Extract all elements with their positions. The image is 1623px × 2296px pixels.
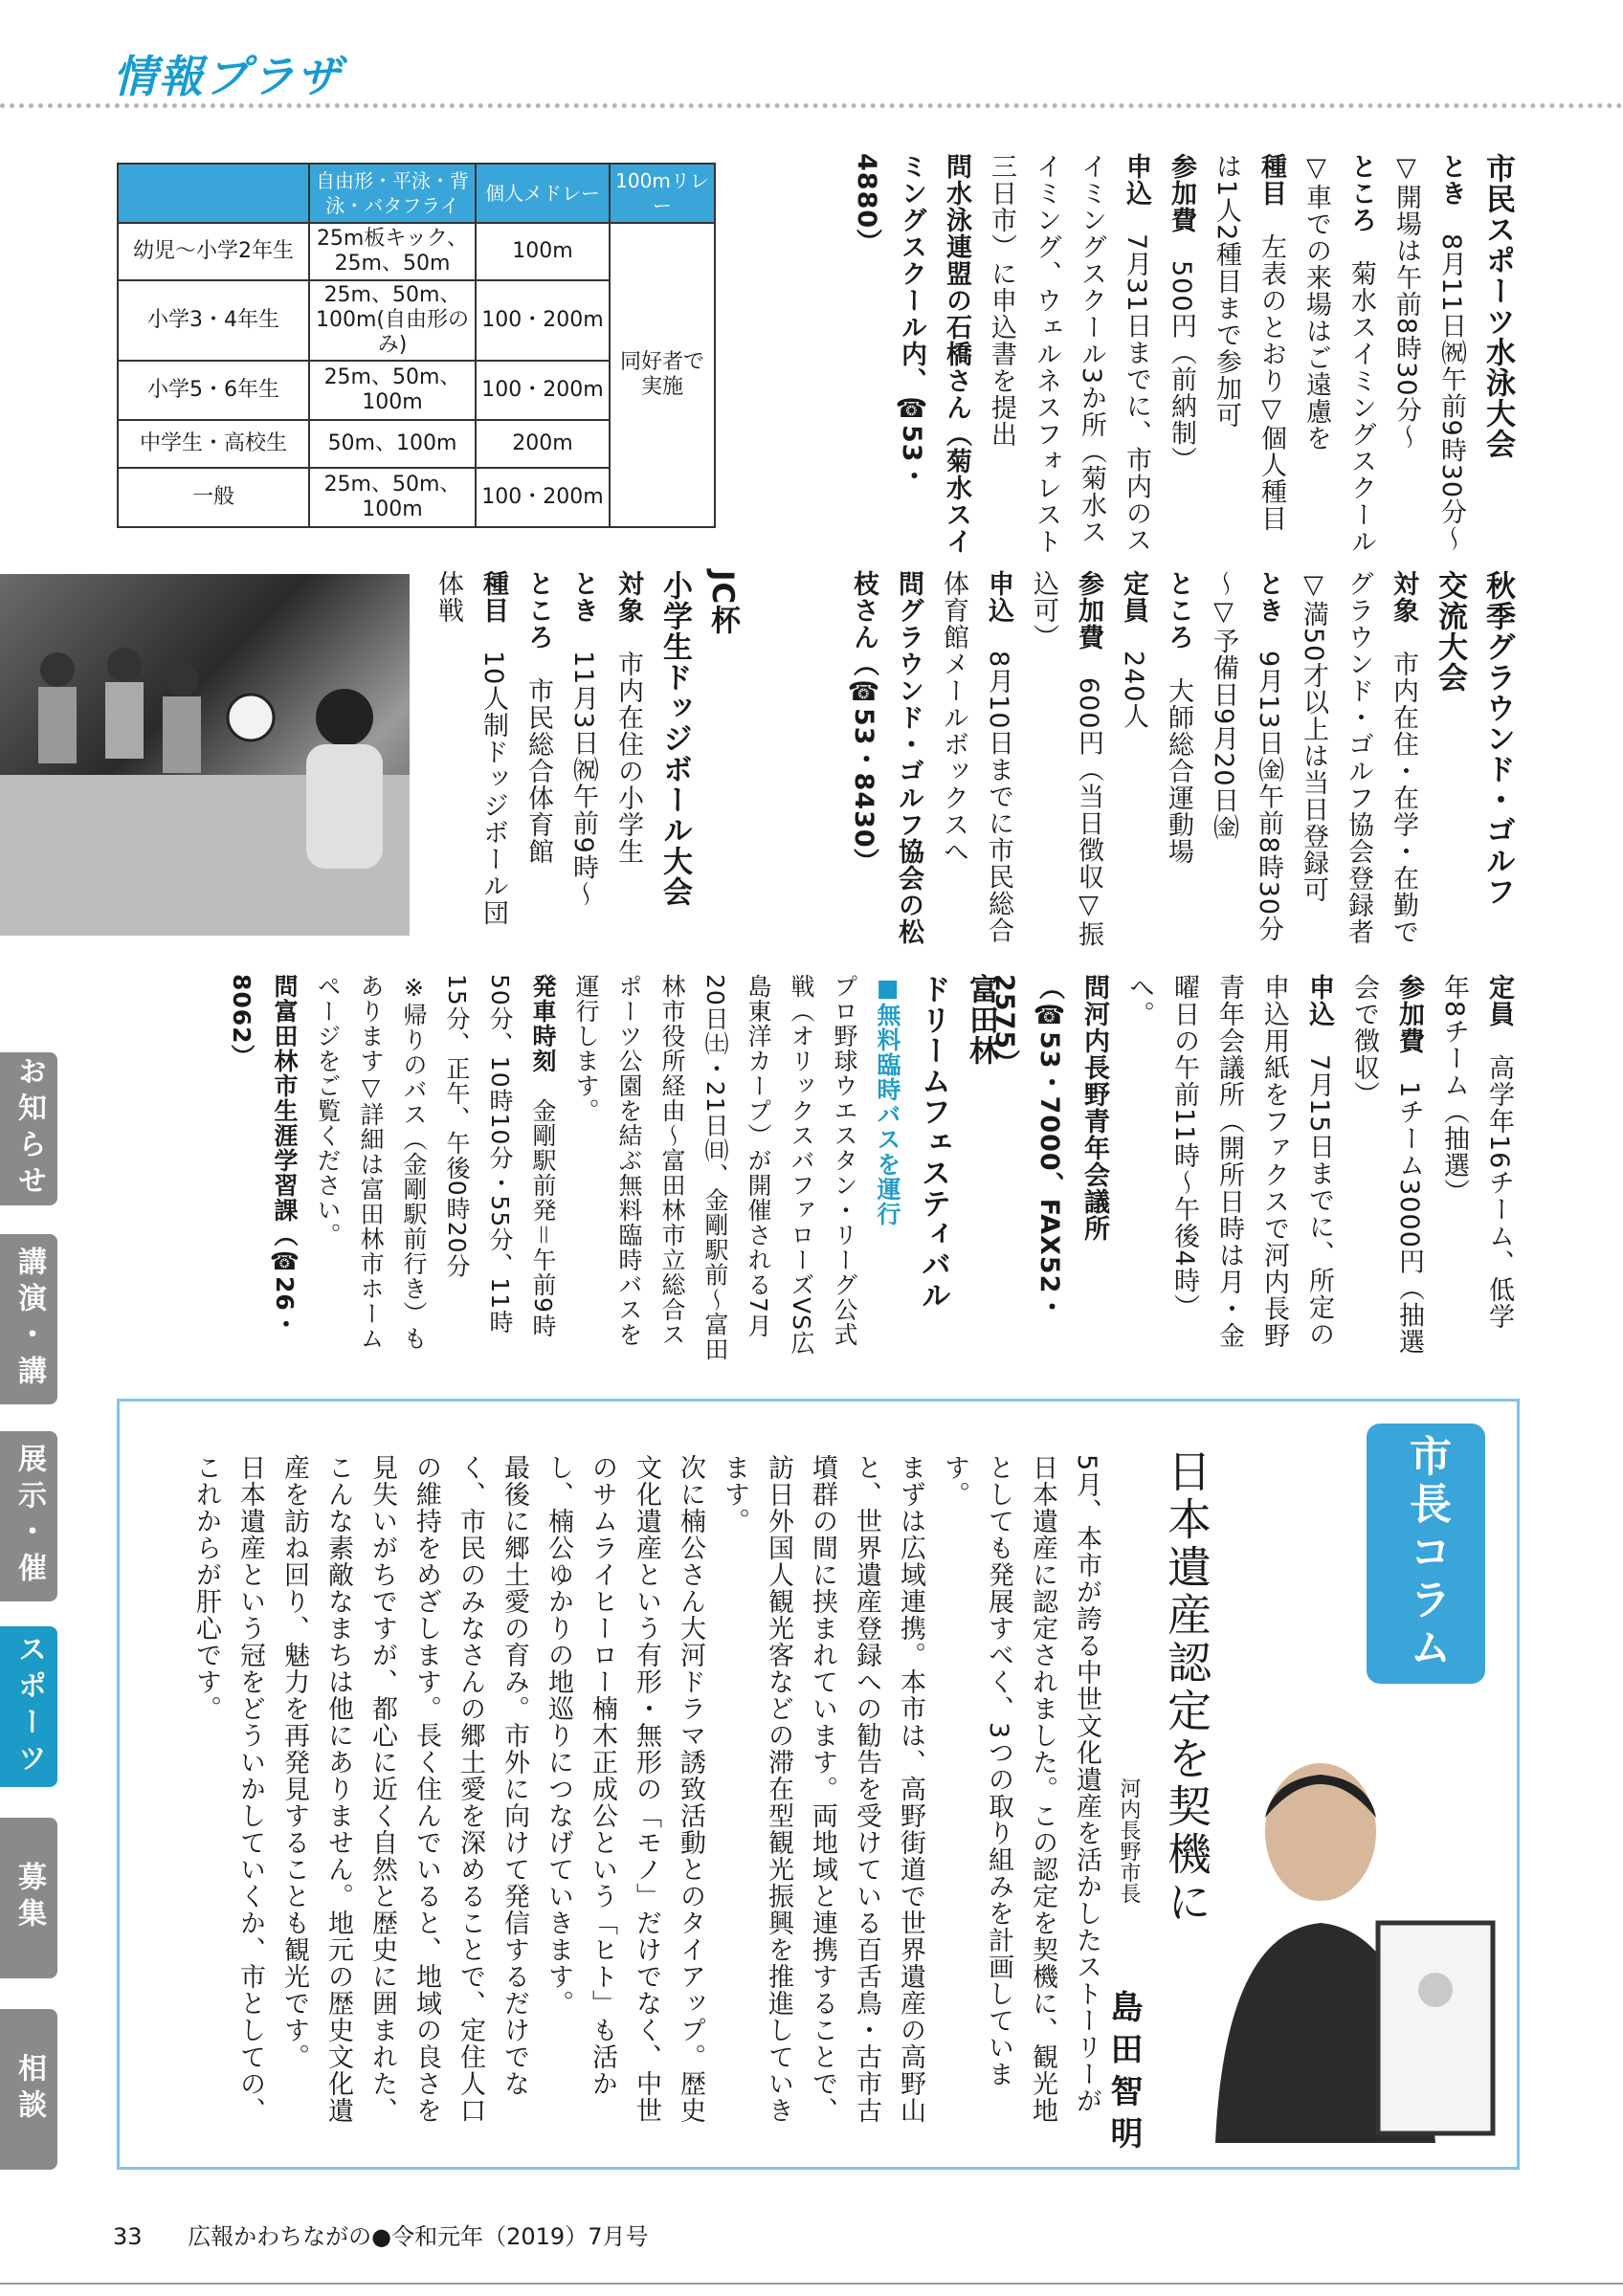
label: ところ <box>1346 153 1376 233</box>
article-title: JC杯 <box>705 570 740 636</box>
table-cell: 25m、50m、100m <box>309 361 476 420</box>
table-cell: 同好者で実施 <box>610 223 715 527</box>
contact-text: 問グラウンド・ゴルフ協会の松枝さん（☎53・8430） <box>849 570 923 945</box>
table-cell: 100m <box>476 223 610 280</box>
body-text: 500円（前納制） <box>1167 260 1196 474</box>
article-title: 市民スポーツ水泳大会 <box>1480 153 1515 459</box>
table-cell: 50m、100m <box>309 420 476 468</box>
column-body <box>142 1454 1108 2124</box>
label: とき <box>568 570 598 624</box>
tab-recruitment[interactable]: 募集 <box>0 1818 57 1978</box>
header-divider <box>0 103 1623 108</box>
photo-illustration <box>0 574 410 936</box>
table-cell: 100・200m <box>476 280 610 361</box>
body-text: 大師総合運動場 <box>1164 677 1193 865</box>
body-text: 7月15日までに、所定の申込用紙をファクスで河内長野青年会議所（開所日時は月・金曜日の午前11時～午後4時）へ。 <box>1124 974 1334 1349</box>
tab-news[interactable]: お知らせ <box>0 1052 57 1205</box>
footer <box>113 2218 648 2251</box>
label: 種目 <box>478 570 508 624</box>
table-corner <box>118 164 309 223</box>
body-text: 11月3日㈷午前9時～ <box>568 651 598 908</box>
contact-text: 問河内長野青年会議所（☎53・7000、FAX52・2575） <box>989 974 1109 1321</box>
label: 参加費 <box>1074 570 1103 651</box>
publication-info: 広報かわちながの●令和元年（2019）7月号 <box>188 2223 649 2250</box>
label: 対象 <box>1389 570 1418 624</box>
table-cell: 幼児～小学2年生 <box>118 223 309 280</box>
label: 種目 <box>1256 153 1286 207</box>
body-text: 240人 <box>1119 651 1148 730</box>
table-cell: 25m、50m、100m <box>309 468 476 527</box>
table-header: 個人メドレー <box>476 164 610 223</box>
label: 発車時刻 <box>529 974 557 1073</box>
subheading: ■無料臨時バスを運行 <box>874 974 901 1226</box>
label: ところ <box>1164 570 1193 651</box>
body-text: 日本遺産という冠をどういかしていくか、市としての、これからが肝心です。 <box>191 1454 265 2124</box>
body-text: 5月、本市が誇る中世文化遺産を活かしたストーリーが日本遺産に認定されました。この認定を契機に、観光地としても発展すべく、3つの取り組みを計画しています。 <box>940 1454 1101 2124</box>
body-text: 左表のとおり▽個人種目は1人2種目まで参加可 <box>1212 153 1286 532</box>
table-header: 自由形・平泳・背泳・バタフライ <box>309 164 476 223</box>
body-text: 市内在住の小学生 <box>613 651 643 865</box>
body-text: 金剛駅前発＝午前9時50分、10時10分・55分、11時15分、正午、午後0時20分 <box>443 974 557 1338</box>
body-text: 次に楠公さん大河ドラマ誘致活動とのタイアップ。歴史文化遺産という有形・無形の「モノ」だけでなく、中世のサムライヒーロー楠木正成公という「ヒト」も活かし、楠公ゆかりの地巡りにつなげていきます。 <box>544 1454 705 2124</box>
article-title: 小学生ドッジボール大会 <box>657 570 692 907</box>
body-text: 最後に郷土愛の育み。市外に向けて発信するだけでなく、市民のみなさんの郷土愛を深めることで、定住人口の維持をめざします。長く住んでいると、地域の良さを見失いがちですが、都心に近く自然と歴史に囲まれた、こんな素敵なまちは他にありません。地元の歴史文化遺産を訪ね回り、魅力を再発見することも観光です。 <box>279 1454 529 2124</box>
body-text: 菊水スイミングスクール▽車での来場はご遠慮を <box>1301 153 1376 555</box>
table-cell: 100・200m <box>476 468 610 527</box>
label: 申込 <box>1122 153 1151 207</box>
body-text: ※帰りのバス（金剛駅前行き）もあります▽詳細は富田林市ホームページをご覧ください。 <box>314 974 428 1351</box>
mayor-photo <box>1187 1741 1502 2143</box>
golf-article <box>794 570 1522 953</box>
swim-table-wrap <box>117 163 716 528</box>
column-title: 日本遺産認定を契機に <box>1161 1448 1212 1927</box>
label: とき <box>1436 153 1466 207</box>
label: とき <box>1254 570 1283 624</box>
article-title: ドリームフェスティバル <box>916 974 950 1311</box>
table-cell: 一般 <box>118 468 309 527</box>
article-title: 交流大会 <box>1433 570 1467 693</box>
dodgeball-article <box>421 570 746 953</box>
dodgeball-photo <box>0 574 410 936</box>
label: 参加費 <box>1167 153 1196 233</box>
label: 申込 <box>1304 974 1334 1027</box>
body-text: 7月31日までに、市内のスイミングスクール3か所（菊水スイミング、ウェルネスフォレスト三日市）に申込書を提出 <box>987 153 1151 555</box>
table-cell: 25m板キック、25m、50m <box>309 223 476 280</box>
body-text: 1チーム3000円（抽選会で徴収） <box>1349 974 1424 1356</box>
section-title: 情報プラザ <box>113 51 343 102</box>
label: ところ <box>523 570 553 651</box>
body-text: 600円（当日徴収▽振込可） <box>1029 570 1103 948</box>
label: 定員 <box>1119 570 1148 624</box>
dream-festival-article <box>144 974 1005 1366</box>
table-cell: 100・200m <box>476 361 610 420</box>
tab-exhibitions[interactable]: 展示・催 <box>0 1431 57 1601</box>
label: 参加費 <box>1394 974 1424 1054</box>
tab-sports[interactable]: スポーツ <box>0 1626 57 1787</box>
table-cell: 中学生・高校生 <box>118 420 309 468</box>
body-text: 高学年16チーム、低学年8チーム（抽選） <box>1439 974 1514 1331</box>
mayor-name: 島田智明 <box>1104 1990 1143 2158</box>
label: 定員 <box>1484 974 1514 1027</box>
table-header: 100mリレー <box>610 164 715 223</box>
table-cell: 小学5・6年生 <box>118 361 309 420</box>
body-text: 8月11日㈷午前9時30分～▽開場は午前8時30分～ <box>1391 153 1466 553</box>
body-text: 9月13日㈮午前8時30分～▽予備日9月20日㈮ <box>1209 570 1283 943</box>
swim-article <box>775 153 1522 555</box>
label: 対象 <box>613 570 643 624</box>
column-label: 市長コラム <box>1367 1424 1485 1684</box>
table-cell: 200m <box>476 420 610 468</box>
body-text: 市民総合体育館 <box>523 677 553 865</box>
body-text: プロ野球ウエスタン・リーグ公式戦（オリックスバファローズVS広島東洋カープ）が開催される7月20日㈯・21日㈰、金剛駅前～富田林市役所経由～富田林市立総合スポーツ公園を結ぶ無料臨時バスを運行します。 <box>572 974 858 1362</box>
body-text: 市内在住・在学・在勤でグラウンド・ゴルフ協会登録者▽満50才以上は当日登録可 <box>1299 570 1418 945</box>
label: 申込 <box>984 570 1013 624</box>
page-number: 33 <box>113 2223 143 2250</box>
body-text: 10人制ドッジボール団体戦 <box>434 570 508 927</box>
mayor-illustration <box>1187 1741 1502 2143</box>
swim-table <box>117 163 716 528</box>
table-cell: 小学3・4年生 <box>118 280 309 361</box>
table-cell: 25m、50m、100m(自由形のみ) <box>309 280 476 361</box>
footer-divider <box>0 2283 1623 2285</box>
contact-text: 問富田林市生涯学習課（☎26・8062） <box>228 974 299 1336</box>
body-text: まずは広域連携。本市は、高野街道で世界遺産の高野山と、世界遺産登録への勧告を受けている百舌鳥・古市古墳群の間に挟まれています。両地域と連携することで、訪日外国人観光客などの滞在型観光振興を推進していきます。 <box>720 1454 925 2124</box>
contact-text: 問水泳連盟の石橋さん（菊水スイミングスクール内、☎53・4880） <box>852 153 971 555</box>
dodgeball-details <box>989 974 1522 1357</box>
tab-lectures[interactable]: 講演・講 <box>0 1234 57 1404</box>
body-text: 8月10日までに市民総合体育館メールボックスへ <box>939 570 1013 944</box>
tab-consultation[interactable]: 相談 <box>0 2009 57 2170</box>
article-title: 秋季グラウンド・ゴルフ <box>1480 570 1515 907</box>
mayor-role: 河内長野市長 <box>1117 1777 1141 1904</box>
article-title: 富田林 <box>964 974 998 1066</box>
